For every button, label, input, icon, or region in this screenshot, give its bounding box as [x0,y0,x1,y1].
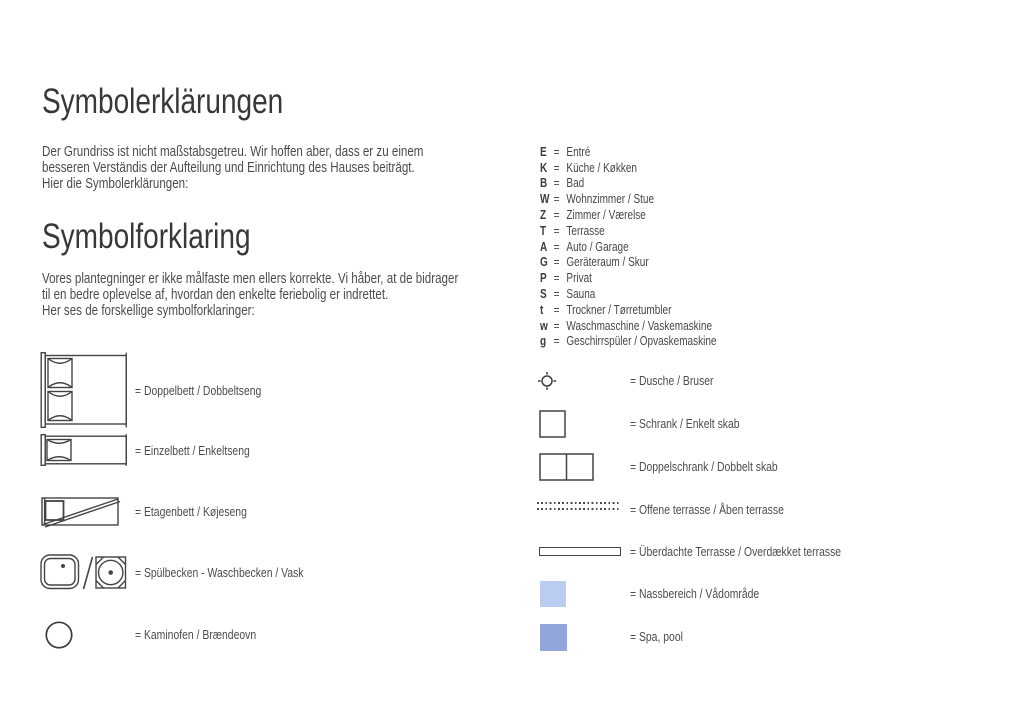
room-code: T [540,223,547,238]
room-code-label: Terrasse [566,223,605,238]
intro-paragraph-danish [42,271,458,319]
legend-label: = Spa, pool [630,629,683,644]
spa-pool-swatch [540,624,567,651]
room-code-row [540,302,716,318]
room-code-row [540,176,716,192]
cabinet-icon [539,410,566,438]
room-code: P [540,271,547,286]
covered-terrace-icon [539,547,621,556]
room-code-label: Entré [566,144,591,159]
room-code-row [540,270,716,286]
room-code-label: Bad [566,176,585,191]
room-code-label: Zimmer / Værelse [566,208,646,223]
room-code-label: Auto / Garage [566,239,629,254]
double-bed-icon [40,352,132,428]
open-terrace-icon [537,502,621,511]
legend-label: = Dusche / Bruser [630,373,714,388]
legend-label: = Doppelschrank / Dobbelt skab [630,459,778,474]
legend-label: = Nassbereich / Vådområde [630,586,760,601]
room-code: S [540,287,547,302]
bunk-bed-icon [41,496,121,528]
paragraph-line: Vores plantegninger er ikke målfaste men ellers korrekte. Vi håber, at de bidrager [42,271,459,287]
room-code-label: Waschmaschine / Vaskemaskine [566,318,713,333]
room-code-row [540,223,716,239]
room-code-list [540,144,716,349]
paragraph-line: besseren Verständis der Aufteilung und Einrichtung des Hauses beiträgt. [42,160,415,176]
equals-sign: = [553,255,560,270]
room-code: W [540,192,550,207]
legend-label: = Doppelbett / Dobbeltseng [135,383,262,398]
room-code-label: Trockner / Tørretumbler [566,302,672,317]
room-code-label: Privat [566,271,592,286]
room-code-label: Wohnzimmer / Stue [566,192,655,207]
room-code-row [540,239,716,255]
legend-label: = Offene terrasse / Åben terrasse [630,502,784,517]
room-code-row [540,255,716,271]
equals-sign: = [553,287,560,302]
room-code-row [540,334,716,350]
room-code: w [540,318,548,333]
equals-sign: = [553,192,560,207]
room-code: t [540,302,544,317]
equals-sign: = [553,271,560,286]
room-code: G [540,255,548,270]
room-code-label: Geräteraum / Skur [566,255,649,270]
paragraph-line: Her ses de forskellige symbolforklaringer: [42,303,255,319]
sink-basin-icon [40,553,80,591]
room-code-label: Geschirrspüler / Opvaskemaskine [566,334,717,349]
room-code: K [540,160,548,175]
paragraph-line: Hier die Symbolerklärungen: [42,176,189,192]
intro-paragraph-german [42,144,423,192]
single-bed-icon [40,434,132,466]
room-code-row [540,160,716,176]
equals-sign: = [553,318,560,333]
legend-label: = Etagenbett / Køjeseng [135,504,247,519]
room-code-label: Sauna [566,287,596,302]
double-cabinet-icon [539,453,594,481]
equals-sign: = [553,208,560,223]
room-code: E [540,144,547,159]
room-code: B [540,176,548,191]
room-code: Z [540,208,547,223]
legend-label: = Schrank / Enkelt skab [630,416,740,431]
equals-sign: = [553,302,560,317]
round-sink-icon [95,555,127,589]
paragraph-line: Der Grundriss ist nicht maßstabsgetreu. Wir hoffen aber, dass er zu einem [42,144,424,160]
page-title-german: Symbolerklärungen [42,82,284,121]
legend-label: = Kaminofen / Brændeovn [135,627,257,642]
wet-area-swatch [540,581,566,607]
legend-label: = Einzelbett / Enkeltseng [135,443,250,458]
room-code-row [540,207,716,223]
page-title-danish: Symbolforklaring [42,217,251,256]
legend-label: = Spülbecken - Waschbecken / Vask [135,565,304,580]
room-code-label: Küche / Køkken [566,160,637,175]
slash-separator [82,556,94,590]
equals-sign: = [553,239,560,254]
room-code: A [540,239,548,254]
equals-sign: = [553,160,560,175]
room-code-row [540,318,716,334]
equals-sign: = [553,144,560,159]
legend-label: = Überdachte Terrasse / Overdækket terrasse [630,544,842,559]
paragraph-line: til en bedre oplevelse af, hvordan den enkelte feriebolig er indrettet. [42,287,389,303]
room-code-row [540,144,716,160]
shower-icon [537,371,557,391]
room-code-row [540,191,716,207]
room-code-row [540,286,716,302]
equals-sign: = [553,176,560,191]
room-code: g [540,334,547,349]
equals-sign: = [553,223,560,238]
equals-sign: = [553,334,560,349]
wood-stove-icon [44,620,74,650]
